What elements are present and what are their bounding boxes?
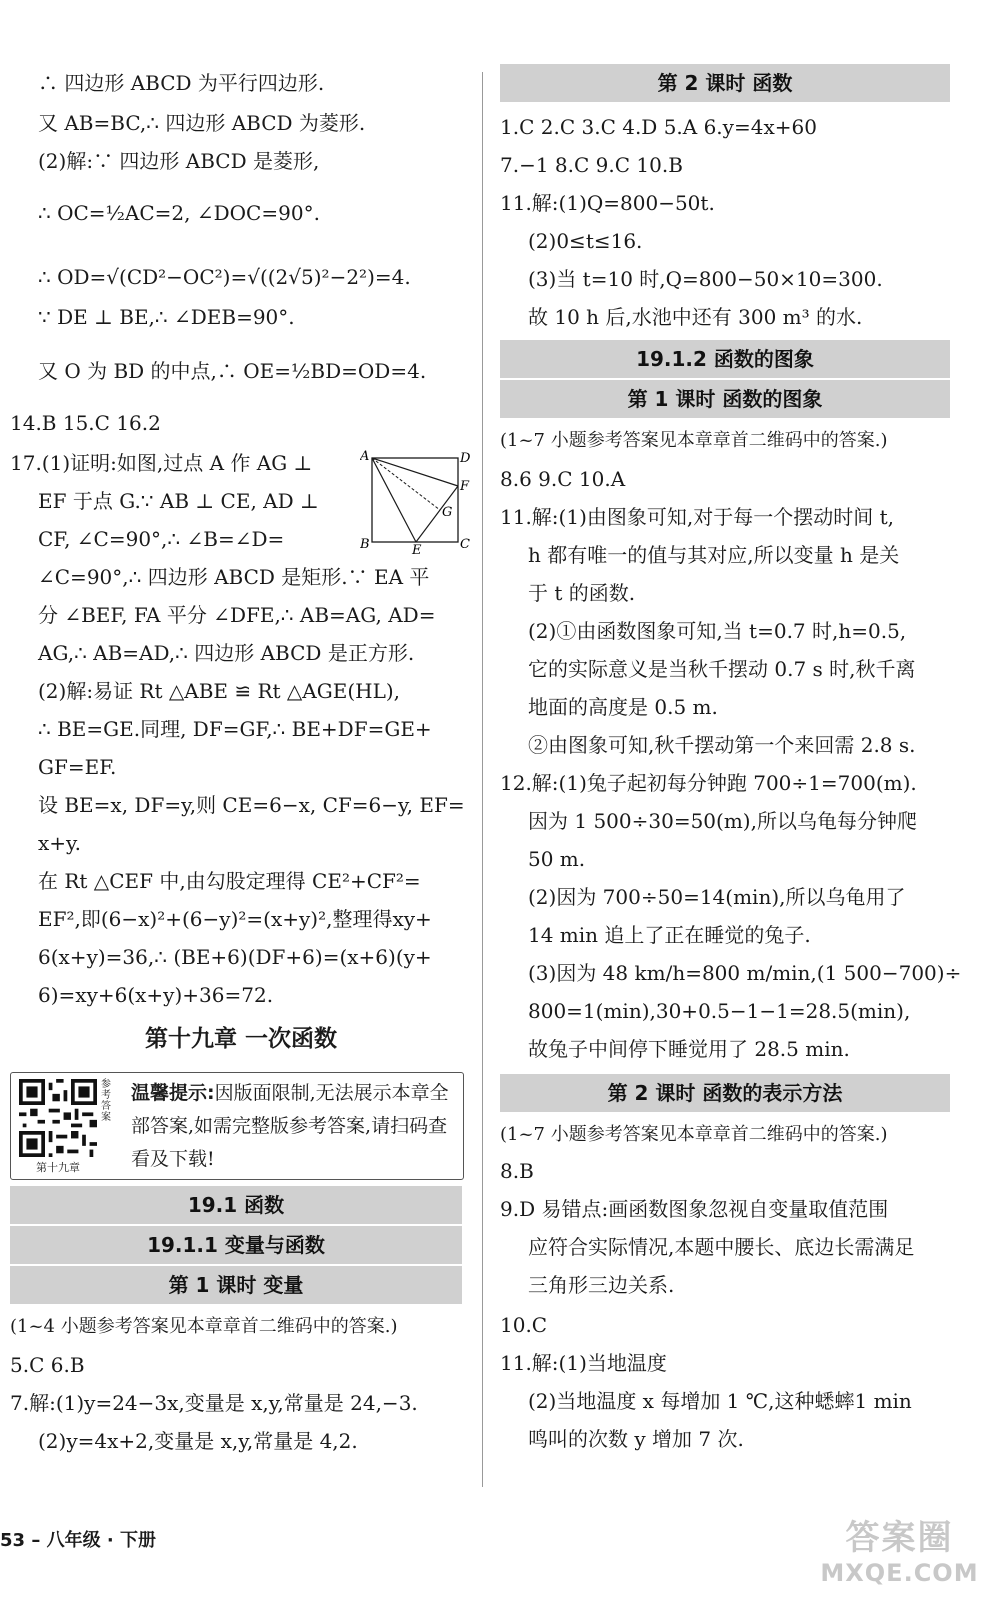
text-line: 14 min 追上了正在睡觉的兔子. — [528, 923, 811, 947]
section-header: 第 1 课时 函数的图象 — [500, 380, 950, 418]
text-line: ∠C=90°,∴ 四边形 ABCD 是矩形.∵ EA 平 — [38, 565, 430, 589]
section-header: 第 2 课时 函数的表示方法 — [500, 1074, 950, 1112]
text-line: (2)0≤t≤16. — [528, 229, 643, 253]
answer-line: 1.C 2.C 3.C 4.D 5.A 6.y=4x+60 — [500, 115, 817, 139]
watermark-url: MXQE.COM — [820, 1559, 979, 1587]
text-line: 分 ∠BEF, FA 平分 ∠DFE,∴ AB=AG, AD= — [38, 603, 436, 627]
text-line: GF=EF. — [38, 755, 117, 779]
text-line: CF, ∠C=90°,∴ ∠B=∠D= — [38, 527, 285, 551]
qr-side-label: 参考答案 — [101, 1079, 111, 1123]
text-line: 故 10 h 后,水池中还有 300 m³ 的水. — [528, 305, 863, 329]
text-line: 它的实际意义是当秋千摆动 0.7 s 时,秋千离 — [528, 657, 916, 681]
answer-line: 8.6 9.C 10.A — [500, 467, 626, 491]
qr-caption: 第十九章 — [36, 1161, 80, 1174]
text-line: ②由图象可知,秋千摆动第一个来回需 2.8 s. — [528, 733, 916, 757]
label-e: E — [412, 543, 422, 554]
text-line: (2)因为 700÷50=14(min),所以乌龟用了 — [528, 885, 906, 909]
answer-line: 11.解:(1)Q=800−50t. — [500, 191, 715, 215]
answer-line: 11.解:(1)当地温度 — [500, 1351, 667, 1375]
qr-notice-box — [10, 1072, 464, 1180]
page-number: 53 — [0, 1530, 26, 1551]
text-line: (2)当地温度 x 每增加 1 ℃,这种蟋蟀1 min — [528, 1389, 912, 1413]
watermark-title: 答案圈 — [845, 1518, 954, 1558]
text-line: 又 AB=BC,∴ 四边形 ABCD 为菱形. — [38, 111, 366, 135]
answer-line: 9.D 易错点:画函数图象忽视自变量取值范围 — [500, 1197, 889, 1221]
text-line: ∴ BE=GE.同理, DF=GF,∴ BE+DF=GE+ — [38, 717, 432, 741]
answer-line: 7.−1 8.C 9.C 10.B — [500, 153, 683, 177]
answer-line: 8.B — [500, 1159, 534, 1183]
section-header: 第 1 课时 变量 — [10, 1266, 462, 1304]
tip-text — [131, 1077, 461, 1176]
qr-code-icon — [19, 1079, 97, 1157]
answer-line: 5.C 6.B — [10, 1353, 85, 1377]
label-b: B — [360, 537, 370, 552]
page-footer — [0, 1526, 156, 1552]
text-line: 设 BE=x, DF=y,则 CE=6−x, CF=6−y, EF= — [38, 793, 465, 817]
answer-line: 7.解:(1)y=24−3x,变量是 x,y,常量是 24,−3. — [10, 1391, 418, 1415]
label-c: C — [460, 537, 470, 552]
text-line: 6)=xy+6(x+y)+36=72. — [38, 983, 274, 1007]
answer-line: 12.解:(1)兔子起初每分钟跑 700÷1=700(m). — [500, 771, 917, 795]
section-header: 19.1.1 变量与函数 — [10, 1226, 462, 1264]
answer-line: 10.C — [500, 1313, 548, 1337]
text-line: x+y. — [38, 831, 82, 855]
watermark — [812, 1510, 987, 1587]
text-line: 50 m. — [528, 847, 586, 871]
answer-line: 11.解:(1)由图象可知,对于每一个摆动时间 t, — [500, 505, 894, 529]
text-line: 地面的高度是 0.5 m. — [528, 695, 718, 719]
text-line: (3)当 t=10 时,Q=800−50×10=300. — [528, 267, 883, 291]
text-line: 应符合实际情况,本题中腰长、底边长需满足 — [528, 1235, 915, 1259]
text-line: EF²,即(6−x)²+(6−y)²=(x+y)²,整理得xy+ — [38, 907, 432, 931]
text-line: 在 Rt △CEF 中,由勾股定理得 CE²+CF²= — [38, 869, 421, 893]
text-line: (2)解:易证 Rt △ABE ≌ Rt △AGE(HL), — [38, 679, 401, 703]
label-f: F — [460, 479, 470, 494]
text-line: 三角形三边关系. — [528, 1273, 675, 1297]
square-geometry-figure — [360, 450, 472, 554]
text-line: 于 t 的函数. — [528, 581, 636, 605]
text-line: ∵ DE ⊥ BE,∴ ∠DEB=90°. — [38, 305, 295, 329]
note-line: (1~7 小题参考答案见本章章首二维码中的答案.) — [500, 430, 888, 451]
text-line: 800=1(min),30+0.5−1−1=28.5(min), — [528, 999, 911, 1023]
note-line: (1~4 小题参考答案见本章章首二维码中的答案.) — [10, 1316, 398, 1337]
text-line: (2)①由函数图象可知,当 t=0.7 时,h=0.5, — [528, 619, 907, 643]
text-line: ∴ OD=√(CD²−OC²)=√((2√5)²−2²)=4. — [38, 265, 411, 289]
section-header: 19.1.2 函数的图象 — [500, 340, 950, 378]
text-line: 6(x+y)=36,∴ (BE+6)(DF+6)=(x+6)(y+ — [38, 945, 432, 969]
text-line: (2)y=4x+2,变量是 x,y,常量是 4,2. — [38, 1429, 358, 1453]
label-g: G — [442, 505, 453, 520]
section-header: 第 2 课时 函数 — [500, 64, 950, 102]
tip-label: 温馨提示: — [131, 1082, 215, 1104]
label-a: A — [360, 450, 370, 464]
grade-label: 八年级 · 下册 — [46, 1530, 156, 1551]
answer-line: 14.B 15.C 16.2 — [10, 411, 161, 435]
text-line: (3)因为 48 km/h=800 m/min,(1 500−700)÷ — [528, 961, 962, 985]
text-line: ∴ 四边形 ABCD 为平行四边形. — [38, 71, 325, 95]
text-line: 故兔子中间停下睡觉用了 28.5 min. — [528, 1037, 850, 1061]
text-line: (2)解:∵ 四边形 ABCD 是菱形, — [38, 149, 320, 173]
chapter-title: 第十九章 一次函数 — [144, 1026, 337, 1052]
text-line: 因为 1 500÷30=50(m),所以乌龟每分钟爬 — [528, 809, 917, 833]
tip-body: 因版面限制,无法展示本章全部答案,如需完整版参考答案,请扫码查看及下载! — [131, 1082, 449, 1170]
note-line: (1~7 小题参考答案见本章章首二维码中的答案.) — [500, 1124, 888, 1145]
label-d: D — [460, 451, 471, 466]
column-divider — [482, 72, 483, 1487]
section-header: 19.1 函数 — [10, 1186, 462, 1224]
text-line: 鸣叫的次数 y 增加 7 次. — [528, 1427, 744, 1451]
text-line: EF 于点 G.∵ AB ⊥ CE, AD ⊥ — [38, 489, 319, 513]
text-line: ∴ OC=½AC=2, ∠DOC=90°. — [38, 201, 320, 225]
text-line: AG,∴ AB=AD,∴ 四边形 ABCD 是正方形. — [38, 641, 415, 665]
footer-dash: – — [31, 1530, 47, 1551]
text-line: 又 O 为 BD 的中点,∴ OE=½BD=OD=4. — [38, 359, 427, 383]
answer-line: 17.(1)证明:如图,过点 A 作 AG ⊥ — [10, 451, 313, 475]
text-line: h 都有唯一的值与其对应,所以变量 h 是关 — [528, 543, 900, 567]
